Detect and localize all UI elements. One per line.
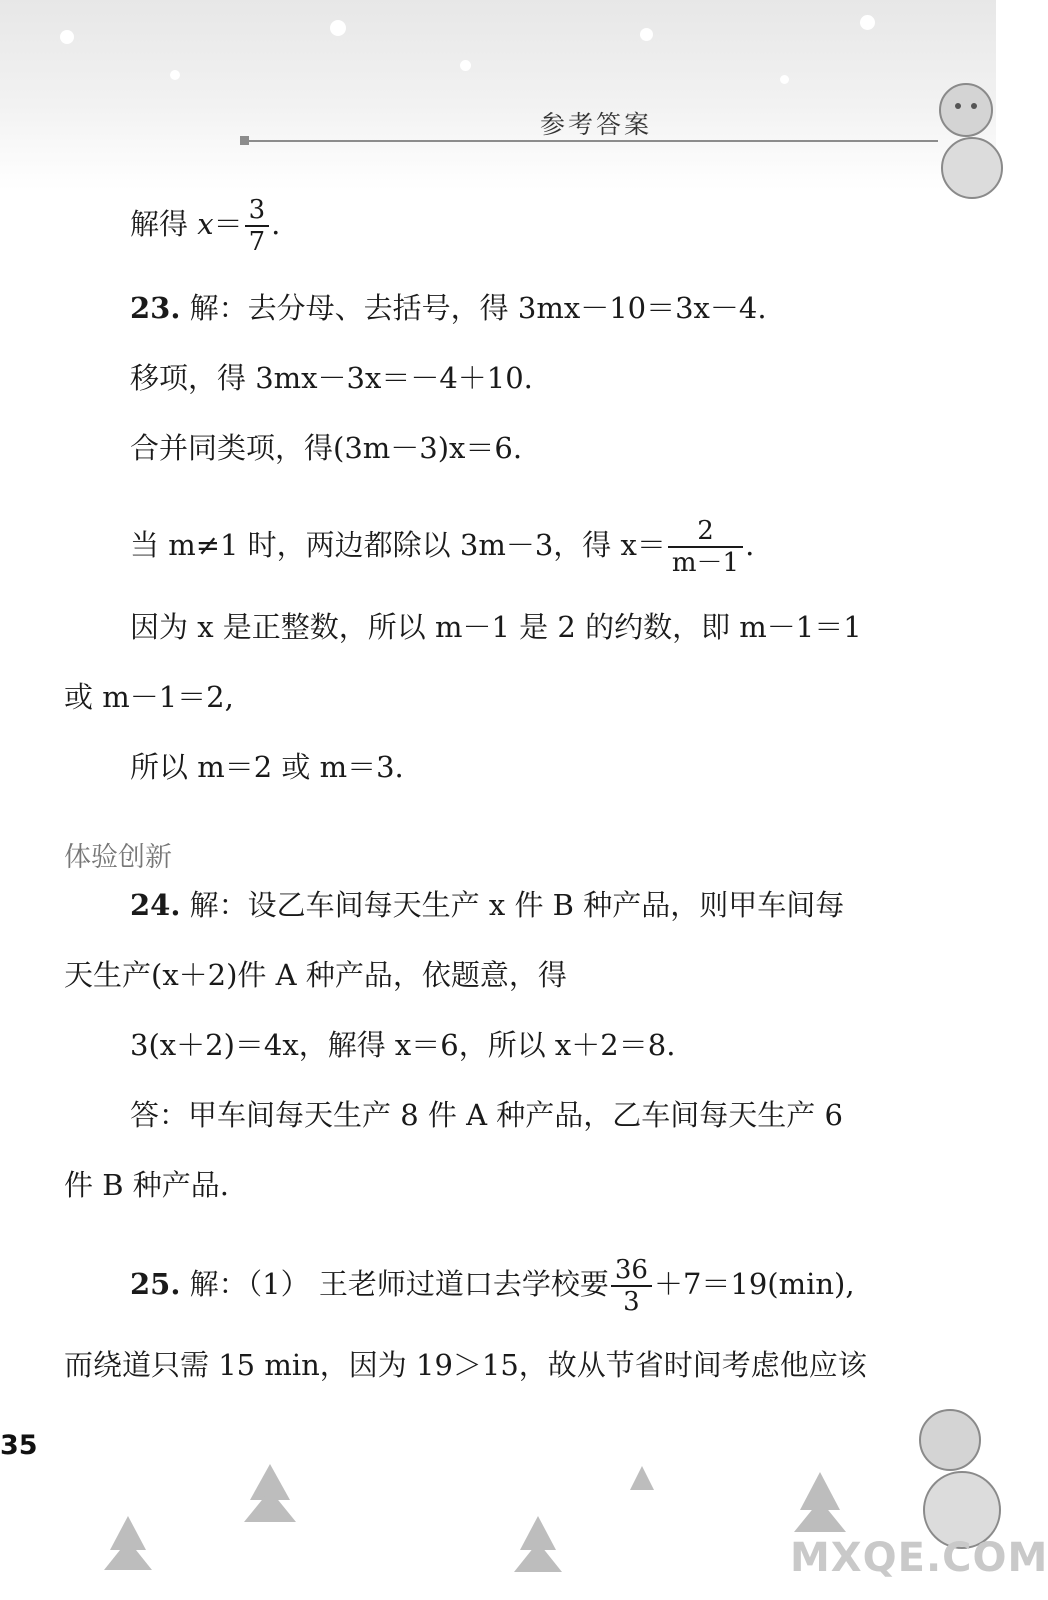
question-number: 23. bbox=[130, 291, 181, 325]
fraction-denominator: m－1 bbox=[671, 548, 740, 578]
page-number: 35 bbox=[0, 1430, 38, 1461]
fraction bbox=[245, 195, 270, 257]
line-q24-4: 答：甲车间每天生产 8 件 A 种产品，乙车间每天生产 6 bbox=[130, 1098, 843, 1132]
text-segment: ＋7＝19(min), bbox=[653, 1267, 855, 1301]
fraction bbox=[668, 516, 743, 578]
snow-dot bbox=[60, 30, 74, 44]
text-segment: . bbox=[745, 528, 755, 562]
fraction-denominator: 3 bbox=[623, 1287, 640, 1317]
line-q23-5: 因为 x 是正整数，所以 m－1 是 2 的约数，即 m－1＝1 bbox=[130, 610, 862, 644]
watermark-text: MXQE.COM bbox=[790, 1535, 1048, 1581]
line-q23-2: 移项，得 3mx－3x＝－4＋10. bbox=[130, 361, 533, 395]
snow-dot bbox=[330, 20, 346, 36]
line-q23-3: 合并同类项，得(3m－3)x＝6. bbox=[130, 431, 523, 465]
snow-dot bbox=[170, 70, 180, 80]
header-background bbox=[0, 0, 996, 190]
question-number: 24. bbox=[130, 888, 181, 922]
text-segment: 解：设乙车间每天生产 x 件 B 种产品，则甲车间每 bbox=[180, 888, 845, 922]
line-q24-1 bbox=[130, 885, 844, 925]
line-q25-1 bbox=[130, 1255, 855, 1317]
snow-dot bbox=[860, 15, 875, 30]
snow-dot bbox=[640, 28, 653, 41]
snowman-decoration-icon bbox=[922, 70, 996, 200]
fraction-denominator: 7 bbox=[248, 227, 266, 257]
text-segment: ＝ bbox=[213, 207, 243, 241]
fraction-numerator: 3 bbox=[245, 195, 270, 227]
snow-dot bbox=[460, 60, 471, 71]
snow-dot bbox=[780, 75, 789, 84]
line-solution-result bbox=[130, 195, 280, 257]
fraction-numerator: 36 bbox=[611, 1255, 652, 1287]
line-q23-7: 所以 m＝2 或 m＝3. bbox=[130, 750, 404, 784]
line-q24-2: 天生产(x＋2)件 A 种产品，依题意，得 bbox=[64, 958, 567, 992]
page-header-title: 参考答案 bbox=[540, 110, 653, 139]
line-q24-5: 件 B 种产品. bbox=[64, 1168, 229, 1202]
line-q24-3: 3(x＋2)＝4x，解得 x＝6，所以 x＋2＝8. bbox=[130, 1028, 676, 1062]
fraction bbox=[611, 1255, 652, 1317]
line-q23-1 bbox=[130, 288, 767, 328]
text-segment: 解：（1） 王老师过道口去学校要 bbox=[180, 1267, 609, 1301]
line-q25-2: 而绕道只需 15 min，因为 19＞15，故从节省时间考虑他应该 bbox=[64, 1348, 867, 1382]
text-segment: 解得 bbox=[130, 207, 198, 241]
section-heading: 体验创新 bbox=[64, 842, 172, 873]
line-q23-4 bbox=[130, 516, 754, 578]
text-segment: . bbox=[271, 207, 281, 241]
question-number: 25. bbox=[130, 1267, 181, 1301]
variable: x bbox=[197, 207, 214, 241]
text-segment: 当 m≠1 时，两边都除以 3m－3，得 x＝ bbox=[130, 528, 666, 562]
line-q23-6: 或 m－1＝2, bbox=[64, 680, 234, 714]
text-segment: 解：去分母、去括号，得 3mx－10＝3x－4. bbox=[180, 291, 767, 325]
fraction-numerator: 2 bbox=[668, 516, 743, 548]
